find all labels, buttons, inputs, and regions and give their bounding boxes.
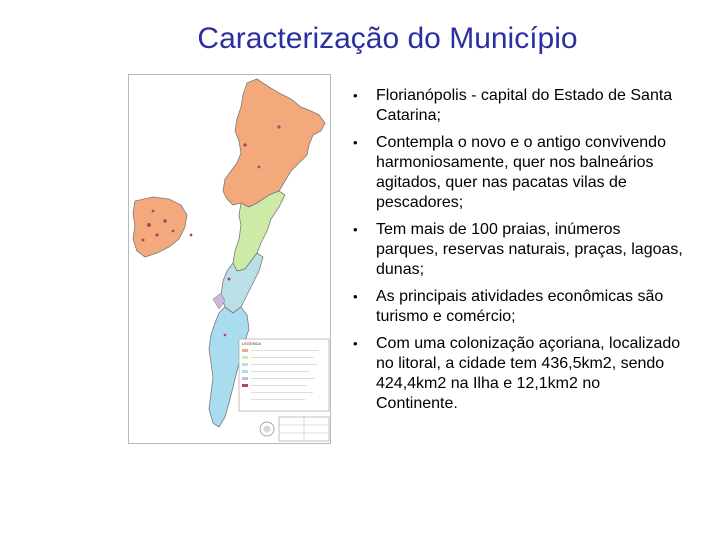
bullet-text: As principais atividades econômicas são turismo e comércio; [376,288,664,325]
map-region-continent [133,197,187,257]
map-drawing [129,75,332,445]
bullet-item [340,86,685,126]
bullet-marker: • [353,135,358,150]
bullet-marker: • [353,289,358,304]
bullet-item [340,287,685,327]
map-title-block [279,417,329,441]
bullet-list [340,86,685,421]
bullet-text: Com uma colonização açoriana, localizado no litoral, a cidade tem 436,5km2, sendo 424,4km2 na Ilha e 12,1km2 no Continente. [376,335,681,412]
bullet-item [340,133,685,213]
bullet-marker: • [353,88,358,103]
bullet-text: Contempla o novo e o antigo convivendo harmoniosamente, quer nos balneários agitados, quer nas pacatas vilas de pescadores; [376,134,666,211]
bullet-text: Florianópolis - capital do Estado de Santa Catarina; [376,87,673,124]
map-region-north [223,79,325,207]
bullet-marker: • [353,336,358,351]
municipal-seal-icon [260,422,274,436]
bullet-item [340,220,685,280]
legend-heading: LEGENDA [242,341,262,346]
slide-title: Caracterização do Município [197,22,578,55]
bullet-text: Tem mais de 100 praias, inúmeros parques, reservas naturais, praças, lagoas, dunas; [376,221,683,278]
municipality-map [128,74,331,444]
bullet-item [340,334,685,414]
bullet-marker: • [353,222,358,237]
